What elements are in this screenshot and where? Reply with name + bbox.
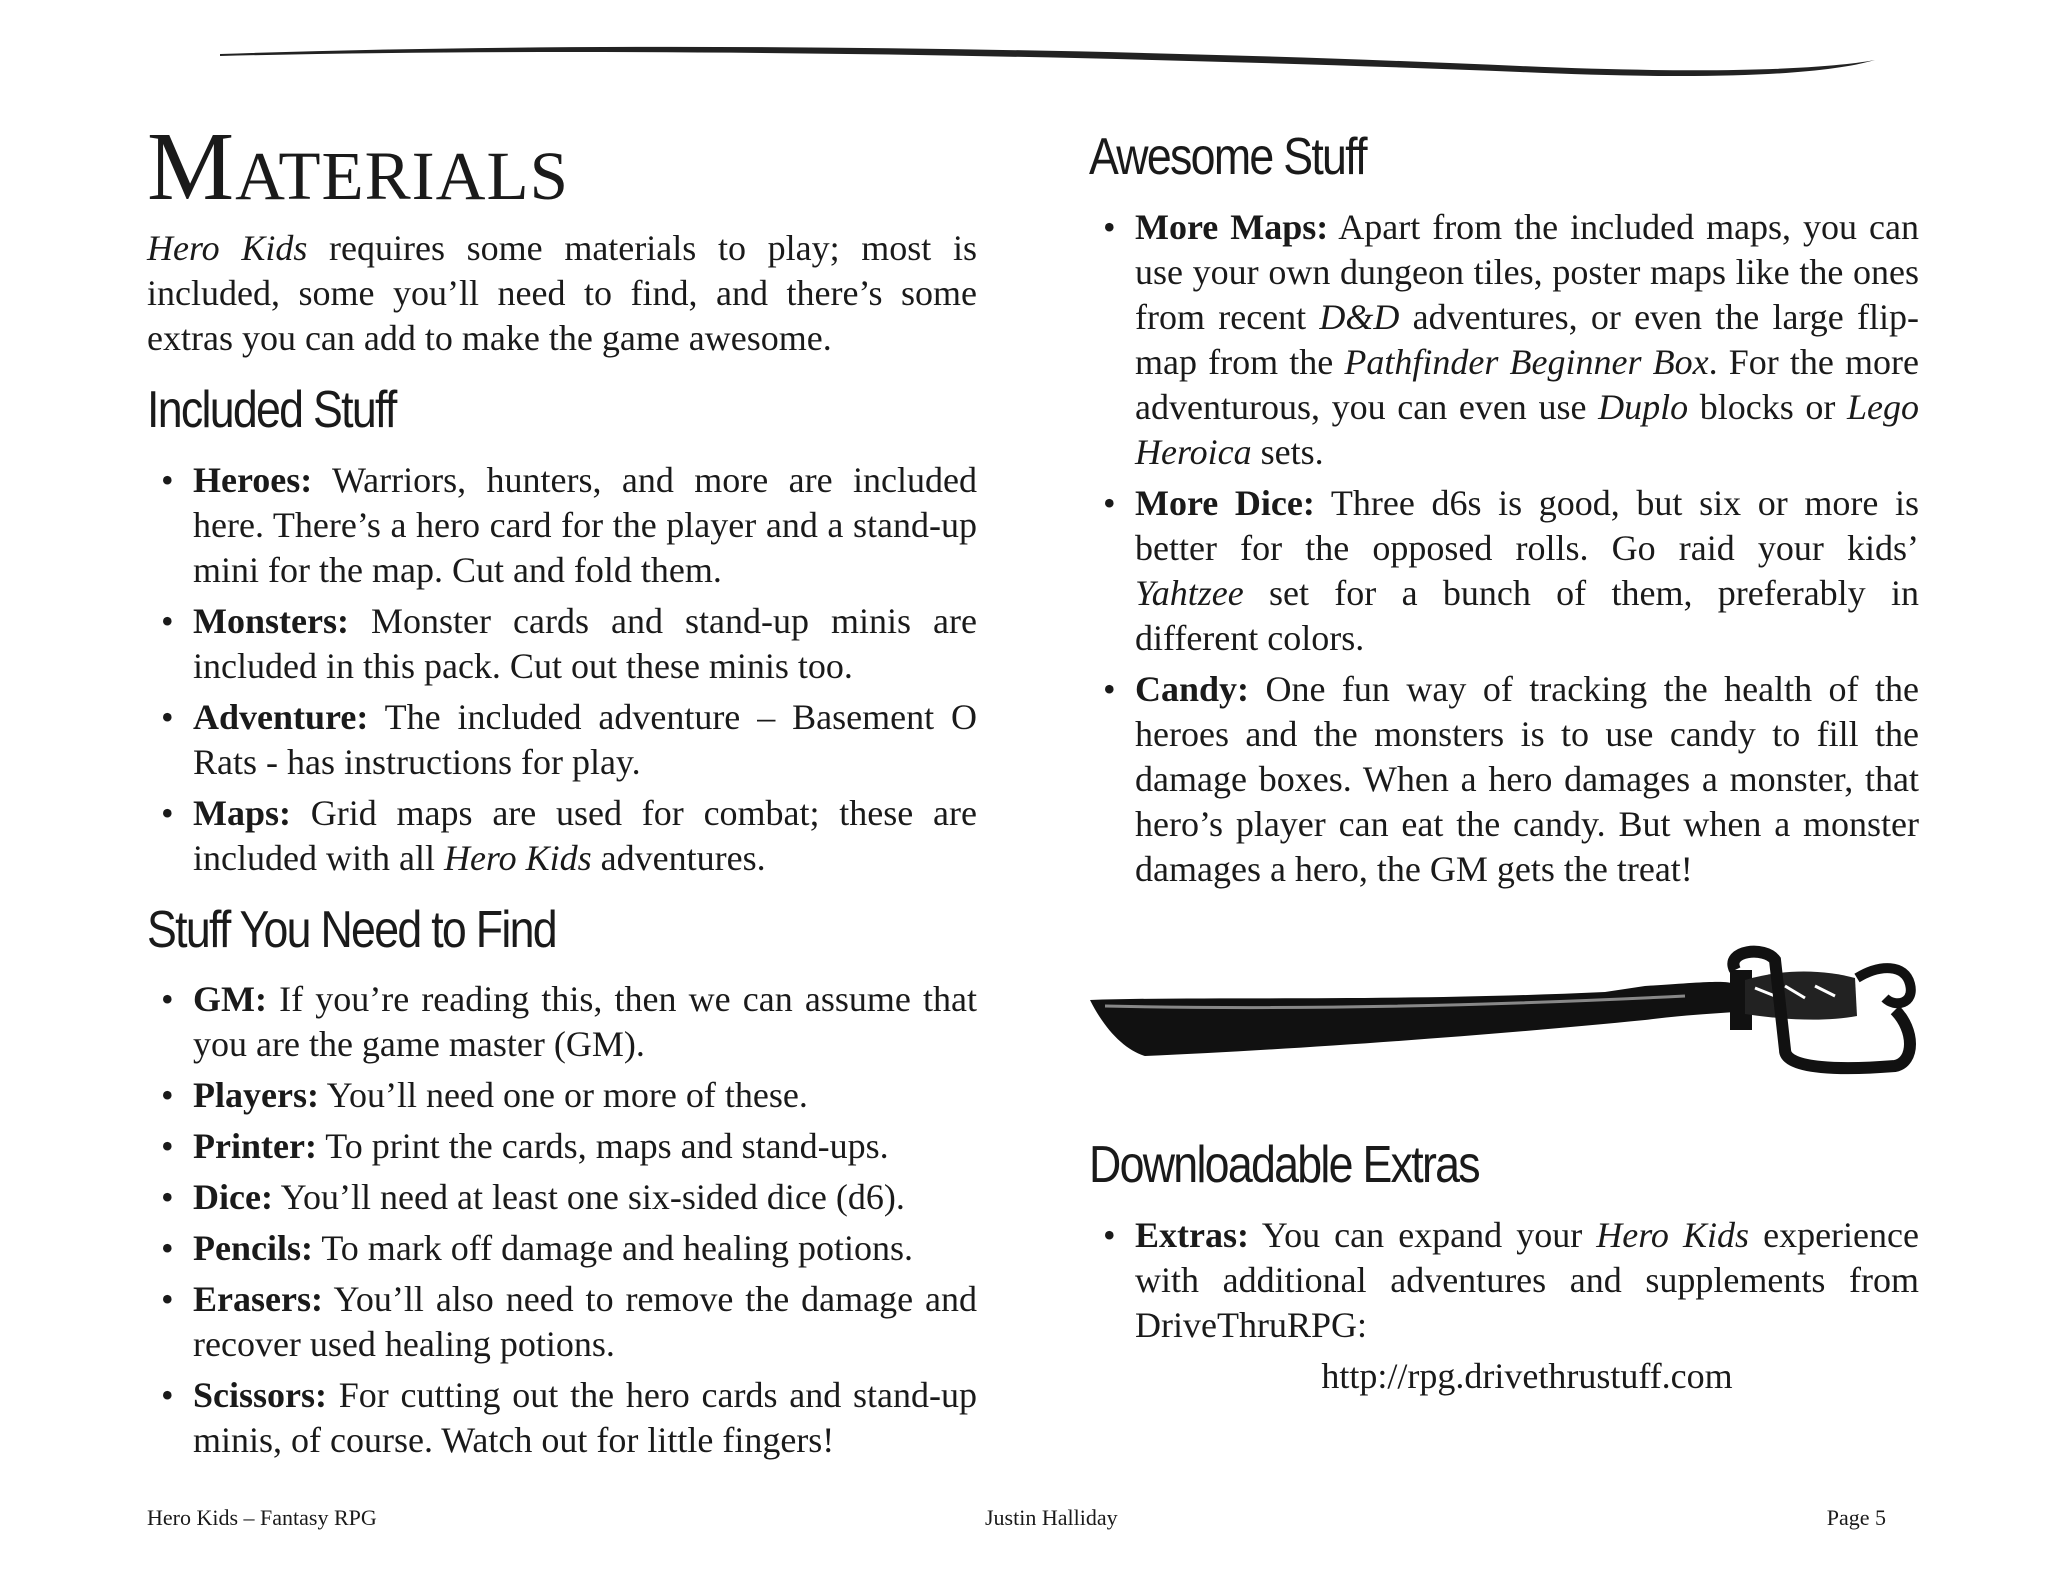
item-tail: adventures. <box>591 837 766 878</box>
extras-section <box>1089 1138 1919 1399</box>
footer-author: Justin Halliday <box>985 1505 1118 1530</box>
item-text: sets. <box>1251 431 1324 472</box>
left-column <box>147 113 977 1469</box>
item-text: . For the more adventurous, you can even use <box>1135 341 1919 427</box>
footer-page-number: Page 5 <box>1826 1505 1886 1530</box>
item-text: Apart from the included maps, you can use your own dungeon tiles, poster maps like the ones from recent <box>1135 206 1919 337</box>
right-column <box>1089 130 1919 898</box>
item-label: Extras: <box>1135 1214 1249 1255</box>
list-item-printer <box>147 1124 977 1169</box>
item-text: If you’re reading this, then we can assume that you are the game master (GM). <box>193 979 977 1065</box>
item-italic: Hero Kids <box>443 837 592 878</box>
list-item-pencils <box>147 1226 977 1271</box>
intro-paragraph <box>147 226 977 361</box>
item-label: More Maps: <box>1135 206 1329 247</box>
item-text: set for a bunch of them, preferably in different colors. <box>1135 572 1919 658</box>
item-text: You can expand your <box>1248 1214 1597 1255</box>
item-label: Erasers: <box>193 1279 323 1320</box>
list-item-monsters <box>147 599 977 689</box>
heading-awesome-stuff: Awesome Stuff <box>1089 128 1366 186</box>
item-label: Pencils: <box>193 1228 313 1269</box>
item-text: For cutting out the hero cards and stand-up minis, of course. Watch out for little fingers! <box>193 1375 977 1461</box>
item-label: GM: <box>193 979 267 1020</box>
item-text: One fun way of tracking the health of the heroes and the monsters is to use candy to fill the damage boxes. When a hero damages a monster, that hero’s player can eat the candy. But when a monster damages a hero, the GM gets the treat! <box>1135 668 1919 889</box>
item-text: Monster cards and stand-up minis are included in this pack. Cut out these minis too. <box>193 600 977 686</box>
list-item-gm <box>147 977 977 1067</box>
list-item-adventure <box>147 695 977 785</box>
item-italic: D&D <box>1319 296 1400 337</box>
item-label: Adventure: <box>193 696 369 737</box>
item-label: Monsters: <box>193 600 349 641</box>
drivethru-url[interactable]: http://rpg.drivethrustuff.com <box>1321 1355 1733 1396</box>
item-text: experience with additional adventures and supplements from DriveThruRPG: <box>1135 1214 1919 1345</box>
footer-title: Hero Kids – Fantasy RPG <box>147 1505 377 1530</box>
intro-text: requires some materials to play; most is included, some you’ll need to find, and there’s some extras you can add to make the game awesome. <box>147 228 977 358</box>
item-italic: Yahtzee <box>1135 572 1244 613</box>
sword-illustration <box>1085 940 1925 1090</box>
list-item-dice <box>147 1175 977 1220</box>
heading-included-stuff: Included Stuff <box>147 381 396 439</box>
item-text: The included adventure – Basement O Rats - has instructions for play. <box>193 696 977 782</box>
item-italic: Lego Heroica <box>1135 386 1920 472</box>
list-item-more-maps <box>1089 205 1919 475</box>
awesome-list <box>1089 205 1919 892</box>
item-label: Heroes: <box>193 459 313 500</box>
item-label: Dice: <box>193 1177 273 1218</box>
item-text: You’ll also need to remove the damage and recover used healing potions. <box>193 1279 977 1365</box>
included-list <box>147 458 977 881</box>
item-text: blocks or <box>1688 386 1848 427</box>
item-text: You’ll need at least one six-sided dice (d6). <box>272 1177 905 1218</box>
item-text: To mark off damage and healing potions. <box>312 1228 913 1269</box>
find-list <box>147 977 977 1463</box>
item-text: Warriors, hunters, and more are included here. There’s a hero card for the player and a stand-up mini for the map. Cut and fold them. <box>193 459 977 590</box>
page-title: Materials <box>147 113 569 221</box>
item-label: Players: <box>193 1075 319 1116</box>
item-text: Grid maps are used for combat; these are included with all <box>193 792 977 878</box>
list-item-maps <box>147 791 977 881</box>
item-text: adventures, or even the large flip-map from the <box>1135 296 1920 382</box>
list-item-scissors <box>147 1373 977 1463</box>
extras-list <box>1089 1213 1919 1348</box>
item-text: Three d6s is good, but six or more is better for the opposed rolls. Go raid your kids’ <box>1135 482 1920 568</box>
list-item-heroes <box>147 458 977 593</box>
header-swoosh-line <box>220 40 1880 80</box>
item-label: Scissors: <box>193 1375 327 1416</box>
list-item-extras <box>1089 1213 1919 1348</box>
item-label: Maps: <box>193 792 291 833</box>
heading-downloadable-extras: Downloadable Extras <box>1089 1136 1479 1194</box>
item-italic: Duplo <box>1598 386 1689 427</box>
item-italic: Hero Kids <box>1596 1214 1750 1255</box>
list-item-candy <box>1089 667 1919 892</box>
item-italic: Pathfinder Beginner Box <box>1344 341 1709 382</box>
item-label: Candy: <box>1135 668 1250 709</box>
intro-italic: Hero Kids <box>147 228 308 268</box>
list-item-more-dice <box>1089 481 1919 661</box>
list-item-erasers <box>147 1277 977 1367</box>
item-text: To print the cards, maps and stand-ups. <box>316 1126 889 1167</box>
heading-stuff-to-find: Stuff You Need to Find <box>147 900 556 959</box>
item-label: More Dice: <box>1135 482 1315 523</box>
item-text: You’ll need one or more of these. <box>318 1075 808 1116</box>
list-item-players <box>147 1073 977 1118</box>
item-label: Printer: <box>193 1126 317 1167</box>
